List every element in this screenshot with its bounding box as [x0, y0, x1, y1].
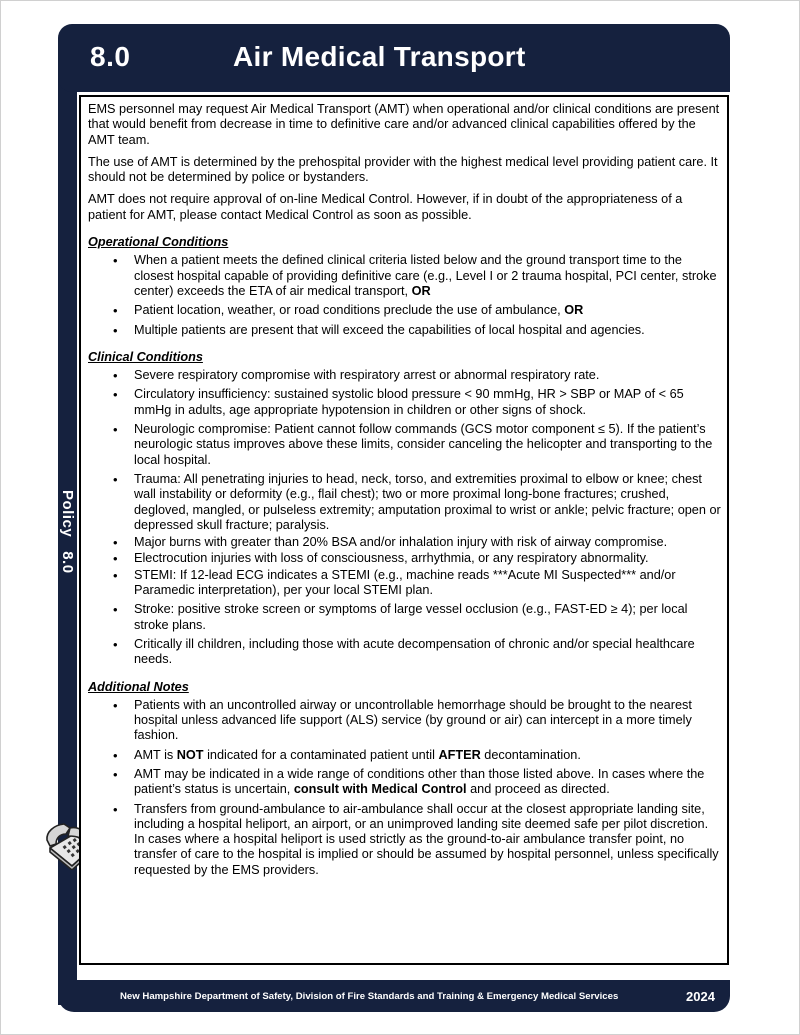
- list-item: • STEMI: If 12-lead ECG indicates a STEMI (e.g., machine reads ***Acute MI Suspected*** and/or Paramedic interpretation), per your local STEMI plan.: [88, 568, 721, 599]
- side-label-number: 8.0: [59, 551, 76, 574]
- list-item: • Multiple patients are present that will exceed the capabilities of local hospital and agencies.: [88, 323, 721, 338]
- list-item: • Patients with an uncontrolled airway or uncontrollable hemorrhage should be brought to the nearest hospital unless advanced life support (ALS) service (by ground or air) can intercept in a more timely fashion.: [88, 698, 721, 744]
- list-item: • Critically ill children, including those with acute decompensation of chronic and/or special healthcare needs.: [88, 637, 721, 668]
- clinical-conditions-list: [88, 368, 721, 667]
- operational-conditions-list: [88, 253, 721, 337]
- list-item: • Transfers from ground-ambulance to air-ambulance shall occur at the closest appropriate landing site, including a hospital heliport, an airport, or an unimproved landing site deemed safe per pilot discretion. In cases where a hospital heliport is used strictly as the ground-to-air ambulance transfer point, no transfer of care to the hospital is implied or should be assumed by hospital personnel, unless specifically requested by the EMS providers.: [88, 802, 721, 878]
- section-number: 8.0: [90, 41, 131, 72]
- list-item: • AMT may be indicated in a wide range of conditions other than those listed above. In cases where the patient’s status is uncertain, consult with Medical Control and proceed as directed.: [88, 767, 721, 798]
- side-policy-label: [56, 490, 76, 600]
- list-item: • Major burns with greater than 20% BSA and/or inhalation injury with risk of airway compromise.: [88, 535, 721, 550]
- operational-conditions-heading: Operational Conditions: [88, 235, 229, 250]
- additional-notes-heading: Additional Notes: [88, 679, 189, 694]
- page-title: Air Medical Transport: [233, 41, 526, 72]
- list-item: • Stroke: positive stroke screen or symptoms of large vessel occlusion (e.g., FAST-ED ≥ 4); per local stroke plans.: [88, 602, 721, 633]
- page-header: [58, 24, 730, 92]
- list-item: • Neurologic compromise: Patient cannot follow commands (GCS motor component ≤ 5). If the patient’s neurologic status improves above these limits, consider canceling the helicopter and transporting to the local hospital.: [88, 422, 721, 468]
- list-item: • Circulatory insufficiency: sustained systolic blood pressure < 90 mmHg, HR > SBP or MAP of < 65 mmHg in adults, age appropriate hypotension in children or other signs of shock.: [88, 387, 721, 418]
- policy-content: [79, 95, 729, 965]
- list-item: • Severe respiratory compromise with respiratory arrest or abnormal respiratory rate.: [88, 368, 721, 383]
- additional-notes-list: [88, 698, 721, 878]
- footer-agency-text: New Hampshire Department of Safety, Division of Fire Standards and Training & Emergency Medical Services: [120, 991, 619, 1002]
- intro-paragraph-1: EMS personnel may request Air Medical Transport (AMT) when operational and/or clinical conditions are present that would benefit from decrease in time to definitive care and/or advanced clinical capabilities offered by the AMT team.: [88, 102, 720, 147]
- side-label-word: Policy: [59, 490, 76, 538]
- list-item: • When a patient meets the defined clinical criteria listed below and the ground transport time to the closest hospital capable of providing definitive care (e.g., Level I or 2 trauma hospital, PCI center, stroke center) exceeds the ETA of air medical transport, OR: [88, 253, 721, 299]
- clinical-conditions-heading: Clinical Conditions: [88, 349, 203, 364]
- intro-paragraph-2: The use of AMT is determined by the prehospital provider with the highest medical level providing patient care. It should not be determined by police or bystanders.: [88, 154, 718, 185]
- list-item: • Electrocution injuries with loss of consciousness, arrhythmia, or any respiratory abnormality.: [88, 551, 721, 566]
- list-item: • Patient location, weather, or road conditions preclude the use of ambulance, OR: [88, 303, 721, 318]
- list-item: • AMT is NOT indicated for a contaminated patient until AFTER decontamination.: [88, 748, 721, 763]
- intro-paragraph-3: AMT does not require approval of on-line Medical Control. However, if in doubt of the appropriateness of a patient for AMT, please contact Medical Control as soon as possible.: [88, 192, 683, 222]
- list-item: • Trauma: All penetrating injuries to head, neck, torso, and extremities proximal to elbow or knee; chest wall instability or deformity (e.g., flail chest); two or more proximal long-bone fractures; crushed, degloved, mangled, or pulseless extremity; amputation proximal to wrist or ankle; pelvic fracture; open or depressed skull fracture; paralysis.: [88, 472, 721, 533]
- footer-year: 2024: [686, 989, 715, 1004]
